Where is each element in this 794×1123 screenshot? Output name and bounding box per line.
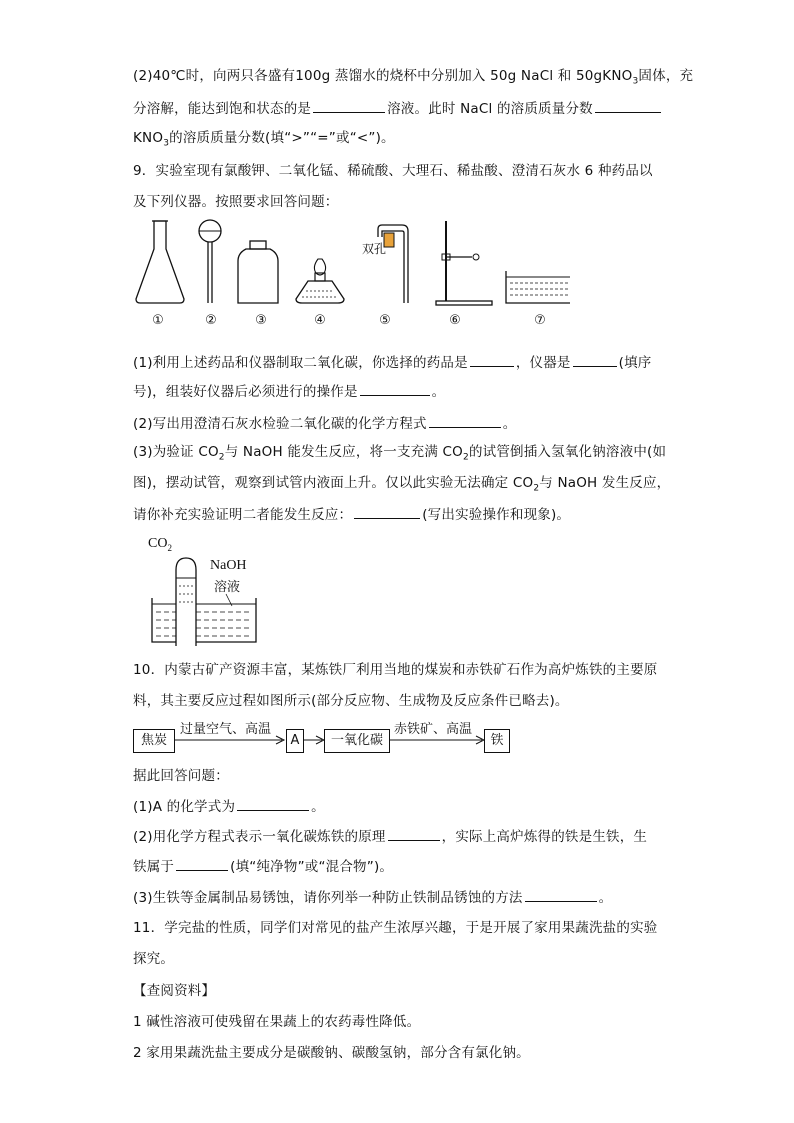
test-tube-icon xyxy=(176,558,196,646)
q9-p3-1c: 的试管倒插入氢氧化钠溶液中(如 xyxy=(468,444,667,460)
q8-line1-end: 固体，充 xyxy=(638,68,694,84)
flow-box-coke: 焦炭 xyxy=(133,729,175,753)
q10-p2c: 铁属于 xyxy=(133,859,175,875)
q10-stem-1: 10．内蒙古矿产资源丰富，某炼铁厂利用当地的煤炭和赤铁矿石作为高炉炼铁的主要原 xyxy=(133,662,658,678)
answer-blank[interactable] xyxy=(595,98,661,113)
q10-p1b: 。 xyxy=(311,799,325,815)
q10-p1a: (1)A 的化学式为 xyxy=(133,799,236,815)
subscript: 2 xyxy=(533,483,540,494)
q8-line2 xyxy=(133,98,663,119)
iron-stand-icon xyxy=(436,221,492,305)
answer-blank[interactable] xyxy=(176,856,228,871)
apparatus-label-3: ③ xyxy=(255,313,267,328)
apparatus-label-2: ② xyxy=(205,313,217,328)
subscript: 2 xyxy=(463,452,469,463)
co2-label xyxy=(148,536,172,553)
q8-line2a: 分溶解，能达到饱和状态的是 xyxy=(133,101,312,117)
q8-line3 xyxy=(133,128,395,154)
q10-part2-line2 xyxy=(133,856,393,877)
solution-label: 溶液 xyxy=(214,580,241,595)
q9-stem-1: 9．实验室现有氯酸钾、二氧化锰、稀硫酸、大理石、稀盐酸、澄清石灰水 6 种药品以 xyxy=(133,163,653,179)
q10-part1 xyxy=(133,796,325,817)
q9-p1d: 号)，组装好仪器后必须进行的操作是 xyxy=(133,384,358,400)
q9-p1a: (1)利用上述药品和仪器制取二氧化碳，你选择的药品是 xyxy=(133,355,468,371)
q9-p1b: ，仪器是 xyxy=(515,355,571,371)
q8-line1 xyxy=(133,66,693,92)
q9-part3-line3 xyxy=(133,504,570,525)
flow-arrow-label-2: 赤铁矿、高温 xyxy=(394,722,473,737)
q9-part1-line2 xyxy=(133,381,445,402)
answer-blank[interactable] xyxy=(360,381,430,396)
apparatus-label-6: ⑥ xyxy=(449,313,461,328)
q8-line3-sub: 3 xyxy=(163,138,170,149)
long-neck-funnel-icon xyxy=(199,220,221,303)
q9-stem-2: 及下列仪器。按照要求回答问题： xyxy=(133,194,339,210)
flow-box-iron: 铁 xyxy=(484,729,510,753)
flow-box-co: 一氧化碳 xyxy=(324,729,390,753)
q9-p3-2b: 与 NaOH 发生反应， xyxy=(539,475,671,491)
q8-line1-text: (2)40℃时，向两只各盛有100g 蒸馏水的烧杯中分别加入 50g NaCl 和 50gKNO xyxy=(133,68,633,84)
q10-part3 xyxy=(133,887,612,908)
q9-p3-3a: 请你补充实验证明二者能发生反应： xyxy=(133,507,353,523)
q9-p3-3b: (写出实验操作和现象)。 xyxy=(422,507,571,523)
q9-part3-line1 xyxy=(133,442,666,468)
q11-stem-2: 探究。 xyxy=(133,951,175,967)
flow-box-a: A xyxy=(286,729,304,753)
q10-part2-line1 xyxy=(133,826,647,847)
gas-bottle-icon xyxy=(238,241,278,303)
q9-p3-1b: 与 NaOH 能发生反应，将一支充满 CO xyxy=(224,444,463,460)
answer-blank[interactable] xyxy=(313,98,385,113)
q10-p3b: 。 xyxy=(598,890,613,906)
apparatus-label-1: ① xyxy=(152,313,164,328)
q10-p2d: (填“纯净物”或“混合物”)。 xyxy=(230,859,394,875)
q10-prompt: 据此回答问题： xyxy=(133,768,229,784)
flow-arrow-label-1: 过量空气、高温 xyxy=(180,722,272,737)
q9-p2b: 。 xyxy=(502,416,517,432)
q9-part1-line1 xyxy=(133,352,652,373)
q11-stem-1: 11．学完盐的性质，同学们对常见的盐产生浓厚兴趣，于是开展了家用果蔬洗盐的实验 xyxy=(133,920,658,936)
beaker-icon xyxy=(152,598,256,642)
answer-blank[interactable] xyxy=(525,887,597,902)
stopper-label: 双孔 xyxy=(362,242,387,256)
q9-p3-1a: (3)为验证 CO xyxy=(133,444,219,460)
q10-p3a: (3)生铁等金属制品易锈蚀，请你列举一种防止铁制品锈蚀的方法 xyxy=(133,890,523,906)
q9-p3-2a: 图)，摆动试管，观察到试管内液面上升。仅以此实验无法确定 CO xyxy=(133,475,534,491)
water-trough-icon xyxy=(506,271,570,303)
answer-blank[interactable] xyxy=(388,826,440,841)
q9-p1e: 。 xyxy=(431,384,446,400)
q8-line3a: KNO xyxy=(133,130,164,146)
q9-part3-line2 xyxy=(133,473,670,499)
alcohol-lamp-icon xyxy=(296,259,344,303)
naoh-label: NaOH xyxy=(210,558,247,573)
subscript: 2 xyxy=(218,452,225,463)
q9-p2a: (2)写出用澄清石灰水检验二氧化碳的化学方程式 xyxy=(133,416,427,432)
conical-flask-icon xyxy=(136,221,184,303)
q10-p2b: ，实际上高炉炼得的铁是生铁，生 xyxy=(441,829,648,845)
q11-section-heading: 【查阅资料】 xyxy=(133,983,216,999)
flow-arrow-3 xyxy=(389,730,485,750)
answer-blank[interactable] xyxy=(573,352,617,367)
answer-blank[interactable] xyxy=(354,504,420,519)
q11-item-1: 1 碱性溶液可使残留在果蔬上的农药毒性降低。 xyxy=(133,1014,421,1030)
q8-line2b: 溶液。此时 NaCl 的溶质质量分数 xyxy=(387,101,593,117)
apparatus-figure xyxy=(130,215,570,315)
q8-line3b: 的溶质质量分数(填“>”“=”或“<”)。 xyxy=(169,130,395,146)
q9-p1c: (填序 xyxy=(618,355,652,371)
apparatus-label-5: ⑤ xyxy=(379,313,391,328)
flow-arrow-1 xyxy=(174,730,286,750)
flow-arrow-2 xyxy=(303,730,325,750)
answer-blank[interactable] xyxy=(429,413,501,428)
stopper-tube-icon xyxy=(378,225,408,303)
co2-sub: 2 xyxy=(167,542,172,553)
apparatus-label-7: ⑦ xyxy=(534,313,546,328)
q10-stem-2: 料，其主要反应过程如图所示(部分反应物、生成物及反应条件已略去)。 xyxy=(133,693,569,709)
answer-blank[interactable] xyxy=(237,796,309,811)
q8-line1-sub: 3 xyxy=(632,76,639,87)
q10-p2a: (2)用化学方程式表示一氧化碳炼铁的原理 xyxy=(133,829,386,845)
answer-blank[interactable] xyxy=(470,352,514,367)
q11-item-2: 2 家用果蔬洗盐主要成分是碳酸钠、碳酸氢钠，部分含有氯化钠。 xyxy=(133,1045,530,1061)
q9-part2 xyxy=(133,413,516,434)
co2-text: CO xyxy=(148,536,168,551)
apparatus-label-4: ④ xyxy=(314,313,326,328)
